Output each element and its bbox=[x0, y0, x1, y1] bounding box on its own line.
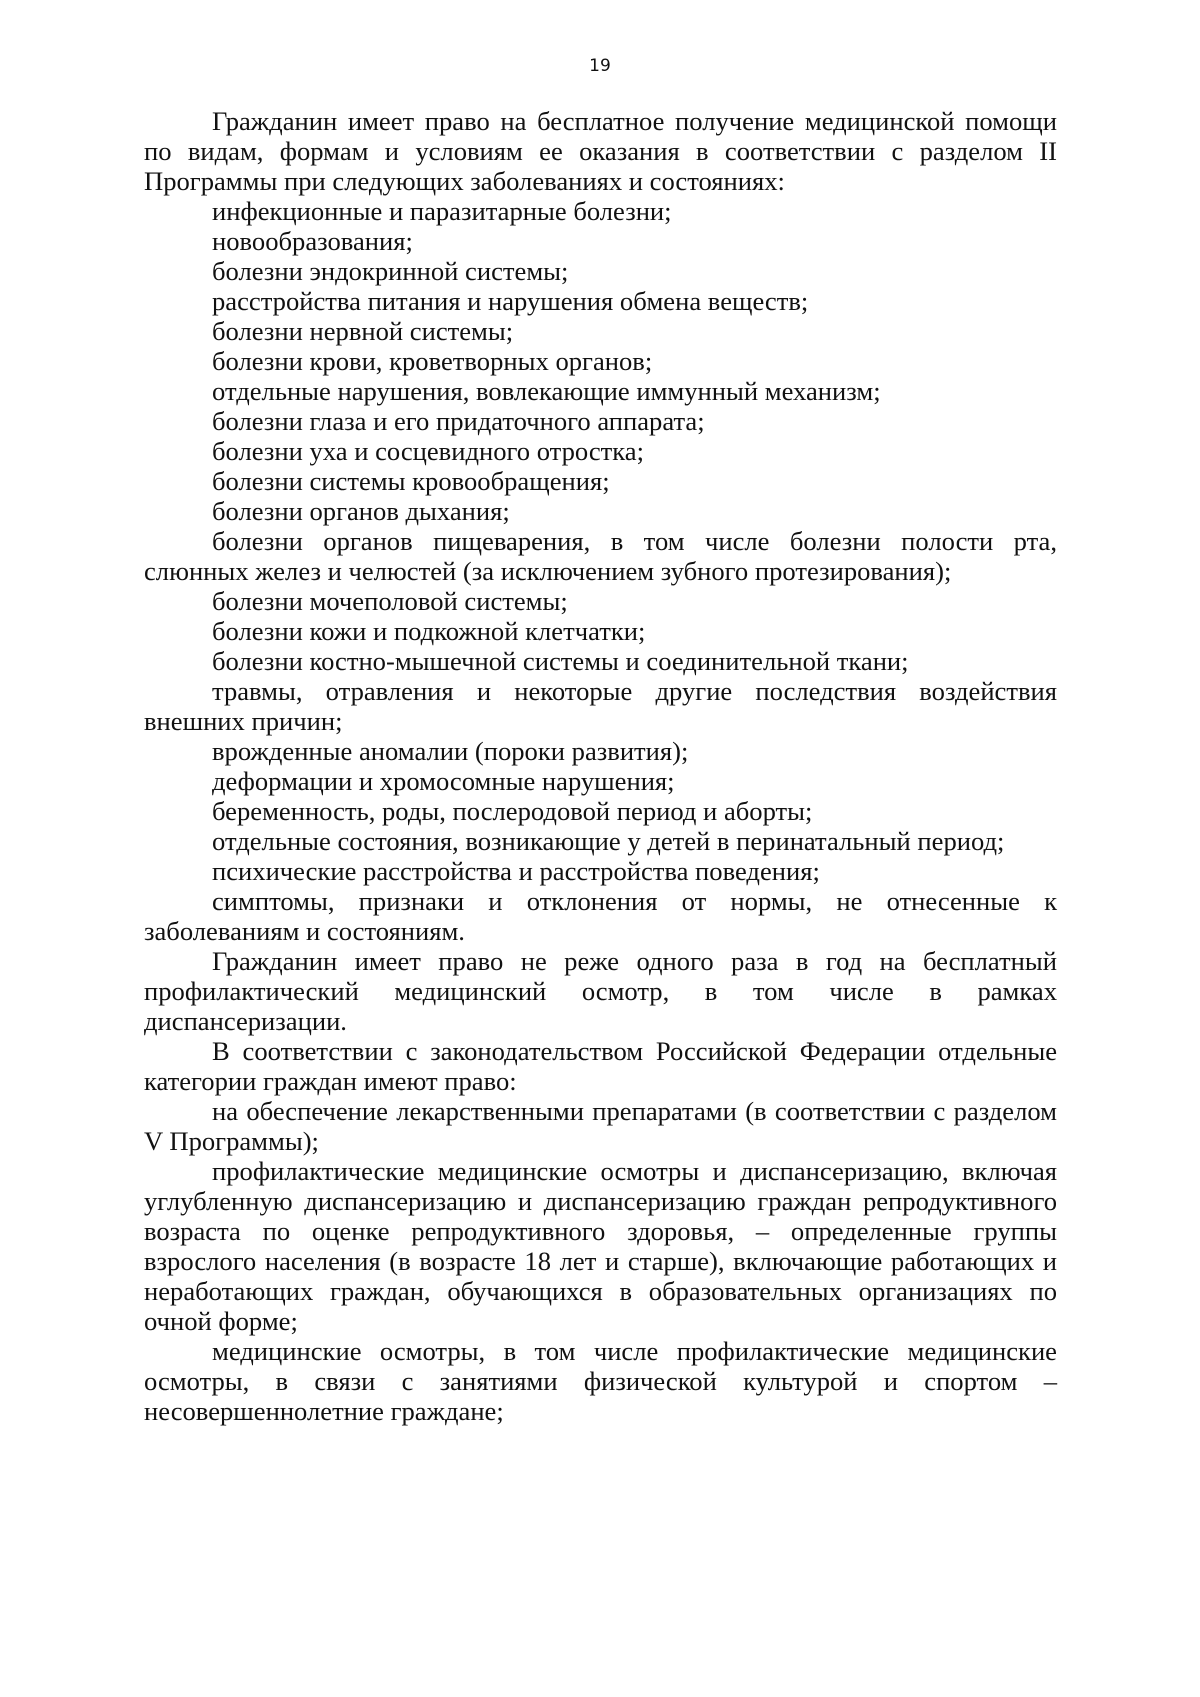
condition-item: болезни органов пищеварения, в том числе болезни полости рта, слюнных желез и челюстей (за исключением зубного протезирования); bbox=[144, 526, 1057, 586]
condition-item: расстройства питания и нарушения обмена веществ; bbox=[212, 286, 809, 316]
condition-item: болезни органов дыхания; bbox=[212, 496, 510, 526]
condition-item: болезни мочеполовой системы; bbox=[212, 586, 568, 616]
categories-intro-paragraph: В соответствии с законодательством Российской Федерации отдельные категории граждан имеют право: bbox=[144, 1036, 1057, 1096]
condition-item: болезни глаза и его придаточного аппарата; bbox=[212, 406, 705, 436]
condition-item: болезни крови, кроветворных органов; bbox=[212, 346, 653, 376]
document-body bbox=[144, 106, 1057, 1426]
condition-item: болезни нервной системы; bbox=[212, 316, 514, 346]
page-number: 19 bbox=[589, 56, 611, 76]
condition-item: отдельные состояния, возникающие у детей в перинатальный период; bbox=[212, 826, 1005, 856]
condition-item: психические расстройства и расстройства поведения; bbox=[212, 856, 820, 886]
condition-item: врожденные аномалии (пороки развития); bbox=[212, 736, 689, 766]
condition-item: беременность, роды, послеродовой период и аборты; bbox=[212, 796, 813, 826]
condition-item: новообразования; bbox=[212, 226, 413, 256]
condition-item: инфекционные и паразитарные болезни; bbox=[212, 196, 672, 226]
condition-item: отдельные нарушения, вовлекающие иммунный механизм; bbox=[212, 376, 881, 406]
checkup-paragraph: Гражданин имеет право не реже одного раза в год на бесплатный профилактический медицинский осмотр, в том числе в рамках диспансеризации. bbox=[144, 946, 1057, 1036]
condition-item: болезни системы кровообращения; bbox=[212, 466, 610, 496]
right-item: профилактические медицинские осмотры и диспансеризацию, включая углубленную диспансеризацию и диспансеризацию граждан репродуктивного возраста по оценке репродуктивного здоровья, – определенные группы взрослого населения (в возрасте 18 лет и старше), включающие работающих и неработающих граждан, обучающихся в образовательных организациях по очной форме; bbox=[144, 1156, 1057, 1336]
right-item: на обеспечение лекарственными препаратами (в соответствии с разделом V Программы); bbox=[144, 1096, 1057, 1156]
condition-item: травмы, отравления и некоторые другие последствия воздействия внешних причин; bbox=[144, 676, 1057, 736]
condition-item: симптомы, признаки и отклонения от нормы, не отнесенные к заболеваниям и состояниям. bbox=[144, 886, 1057, 946]
intro-paragraph: Гражданин имеет право на бесплатное получение медицинской помощи по видам, формам и условиям ее оказания в соответствии с разделом II Программы при следующих заболеваниях и состояниях: bbox=[144, 106, 1057, 196]
right-item: медицинские осмотры, в том числе профилактические медицинские осмотры, в связи с занятиями физической культурой и спортом – несовершеннолетние граждане; bbox=[144, 1336, 1057, 1426]
condition-item: болезни эндокринной системы; bbox=[212, 256, 569, 286]
condition-item: болезни костно-мышечной системы и соединительной ткани; bbox=[212, 646, 909, 676]
condition-item: деформации и хромосомные нарушения; bbox=[212, 766, 675, 796]
condition-item: болезни кожи и подкожной клетчатки; bbox=[212, 616, 646, 646]
condition-item: болезни уха и сосцевидного отростка; bbox=[212, 436, 644, 466]
